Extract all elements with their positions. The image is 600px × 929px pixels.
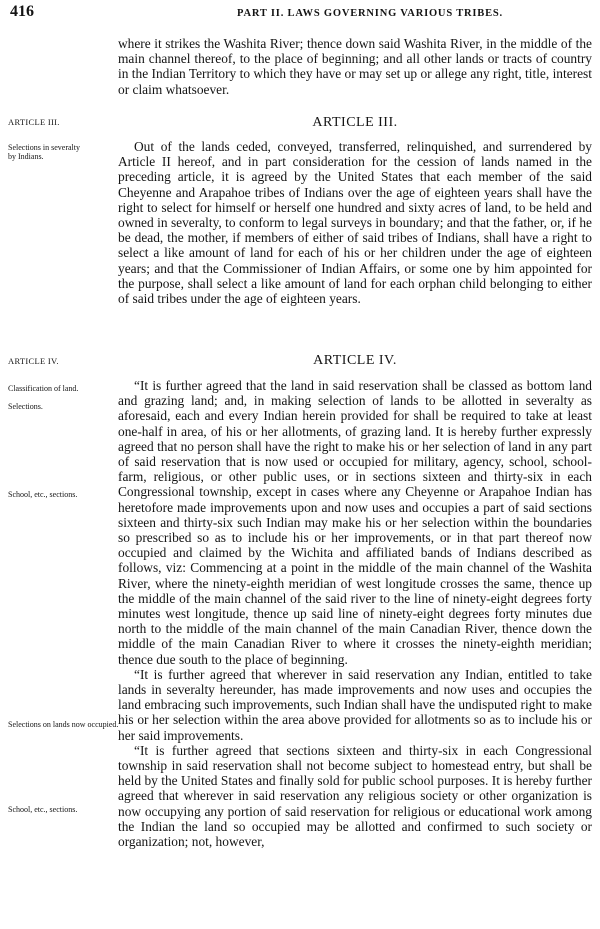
page-number: 416 [10, 3, 34, 20]
article-iii-heading: ARTICLE III. [312, 115, 398, 130]
margin-article-iv: ARTICLE IV. [8, 356, 59, 366]
margin-school-sections-2: School, etc., sections. [8, 805, 78, 814]
article-iv-body [118, 378, 592, 849]
margin-selections: Selections. [8, 402, 43, 411]
margin-classification: Classification of land. [8, 384, 79, 393]
running-head: PART II. LAWS GOVERNING VARIOUS TRIBES. [237, 8, 503, 19]
margin-school-sections: School, etc., sections. [8, 490, 78, 499]
margin-article-iii: ARTICLE III. [8, 117, 60, 127]
article-iv-paragraph-1: “It is further agreed that the land in said reservation shall be classed as bottom land and grazing land; and, in making selection of lands to be allotted in severalty as aforesaid, each and every Indian herein provided for shall be required to take at least one-half in area, of his or her allotments, of grazing land. It is hereby further expressly agreed that no person shall have the right to make his or her selection of land in any part of said reservation that is now used or occupied for military, agency, school, school-farm, religious, or other public uses, or in sections sixteen and thirty-six in each Congressional township, except in cases where any Cheyenne or Arapahoe Indian has heretofore made improvements upon and now uses and occupies a part of said sections sixteen and thirty-six such Indian may make his or her selection within the boundaries so prescribed so as to include his or her improvements, or in that part thereof now occupied and claimed by the Wichita and affiliated bands of Indians described as follows, viz: Commencing at a point in the middle of the main channel of the Washita River, where the ninety-eighth meridian of west longitude crosses the same, thence up the middle of the main channel of the said river to the line of ninety-eight degrees forty minutes west longitude, thence up said line of ninety-eight degrees forty minutes due north to the middle of the main channel of the main Canadian River, thence down the middle of the main Canadian River to where it crosses the ninety-eighth meridian; thence due south to the place of beginning. [118, 378, 592, 667]
opening-paragraph-text: where it strikes the Washita River; thence down said Washita River, in the middle of the main channel thereof, to the place of beginning; and all other lands or tracts of country in the Indian Territory to which they have or may set up or allege any right, title, interest or claim whatsoever. [118, 36, 592, 97]
opening-paragraph [118, 36, 592, 97]
article-iii-paragraph: Out of the lands ceded, conveyed, transferred, relinquished, and surrendered by Article II hereof, and in part consideration for the cession of lands named in the preceding article, it is agreed by the United States that each member of the said Cheyenne and Arapahoe tribes of Indians over the age of eighteen years shall have the right to select for himself or herself one hundred and sixty acres of land, to be held and owned in severalty, to conform to legal surveys in boundary; and that the father, or, if he be dead, the mother, if members of either of said tribes of Indians, shall have a right to select a like amount of land for each of his or her children under the age of eighteen years; and that the Commissioner of Indian Affairs, or some one by him appointed for the purpose, shall select a like amount of land for each orphan child belonging to either of said tribes under the age of eighteen years. [118, 139, 592, 307]
article-iv-paragraph-2: “It is further agreed that wherever in said reservation any Indian, entitled to take lands in severalty hereunder, has made improvements and now uses and occupies the land embracing such improvements, such Indian shall have the undisputed right to make his or her selection within the area above provided for allotments so as to include his or her said improvements. [118, 666, 592, 743]
margin-selections-severalty: Selections in severalty by Indians. [8, 143, 80, 161]
margin-selections-lands-occupied: Selections on lands now occupied. [8, 720, 119, 729]
article-iv-heading: ARTICLE IV. [313, 353, 397, 368]
article-iv-paragraph-3: “It is further agreed that sections sixteen and thirty-six in each Congressional township in said reservation shall not become subject to homestead entry, but shall be held by the United States and finally sold for public school purposes. It is hereby further agreed that wherever in said reservation any religious society or other organization is now occupying any portion of said reservation for religious or educational work among the Indian the land so occupied may be allotted and confirmed to such society or organization; not, however, [118, 742, 592, 850]
article-iii-body [118, 139, 592, 306]
